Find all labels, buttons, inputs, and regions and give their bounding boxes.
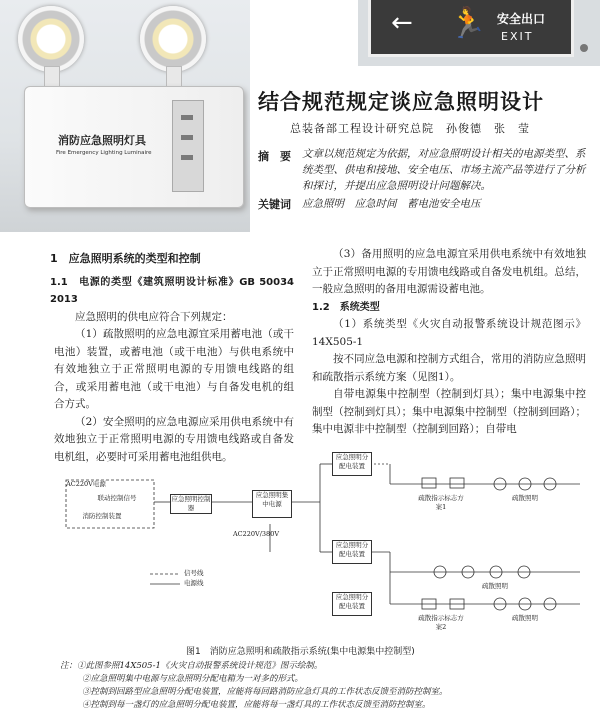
fire-control-device: 消防控制装置 [82,512,122,520]
paragraph: （2）安全照明的应急电源应采用供电系统中有效地独立于正常照明电源的专用馈电线路或自备发电机组，必要时可采用蓄电池组供电。 [54,415,294,463]
note-3: ③控制到回路型应急照明分配电装置，应能将每回路消防应急灯具的工作状态反馈至消防控制室。 [82,687,448,697]
note-1: 注：①此图参照14X505-1《火灾自动报警系统设计规范》图示绘制。 [60,661,323,671]
paragraph: 应急照明的供电应符合下列规定： [75,310,233,323]
evac-sign-label-2: 疏散指示标志方案2 [418,614,464,631]
lamp-head-right [140,6,206,72]
paragraph: 自带电源集中控制型（控制到灯具）；集中电源集中控制型（控制到灯具）；集中电源集中控制型（控制到回路）；集中电源非中控制型（控制到回路）；自带电 [312,388,586,435]
section-heading-1-1: 1.1 电源的类型《建筑照明设计标准》GB 50034 2013 [50,276,294,305]
distribution-box-2: 应急照明分配电装置 [332,540,372,564]
authors: 总装备部工程设计研究总院 孙俊德 张 莹 [290,122,530,135]
note-2: ②应急照明集中电源与应急照明分配电箱为一对多的形式。 [82,674,304,684]
running-man-icon: 🏃 [449,6,487,41]
section-heading-1: 1 应急照明系统的类型和控制 [50,252,201,265]
exit-sign-photo [358,0,600,66]
controller-box: 应急照明控制器 [171,495,211,512]
exit-sign-cn: 安全出口 [497,12,546,26]
exit-sign-screw [580,44,588,52]
lamp-head-left [18,6,84,72]
evac-sign-label-1: 疏散指示标志方案1 [418,494,464,511]
central-power-box: 应急照明集中电源 [252,490,292,518]
paragraph: （1）疏散照明的应急电源宜采用蓄电池（或干电池）装置，或蓄电池（或干电池）与供电系统中有效地独立于正常照明电源的专用馈电线路的组合，或采用蓄电池（或干电池）与自备发电机的组合方式。 [54,328,294,410]
ac220-label: AC220V电源 [66,480,106,488]
emergency-light-photo [0,0,250,232]
figure-notes [60,660,580,712]
voltage-label: AC220V/380V [232,530,280,538]
lamp-box-sublabel: Fire Emergency Lighting Luminaire [56,150,152,156]
abstract-text: 文章以规范规定为依据，对应急照明设计相关的电源类型、系统类型、供电和接地、安全电压、市场主流产品等进行了分析和探讨，并提出应急照明设计问题解决。 [302,148,586,192]
legend-signal: 信号线 [184,569,204,577]
left-column [50,250,294,466]
evac-light-label-1: 疏散照明 [512,494,538,502]
right-column [312,246,586,439]
note-4: ④控制到每一盏灯的应急照明分配电装置，应能将每一盏灯具的工作状态反馈至消防控制室。 [82,700,431,710]
paragraph: （1）系统类型《火灾自动报警系统设计规范图示》14X505-1 [312,318,586,348]
paragraph: （3）备用照明的应急电源宜采用供电系统中有效地独立于正常照明电源的专用馈电线路或自备发电机组。总结，一般应急照明的备用电源需设蓄电池。 [312,248,586,295]
lamp-box-label: 消防应急照明灯具 [58,134,146,147]
evac-light-label-2: 疏散照明 [482,582,508,590]
linkage-signal-label: 联动控制信号 [97,494,137,502]
section-heading-1-2: 1.2 系统类型 [312,301,380,313]
abstract-label: 摘 要 [258,150,291,163]
exit-sign-en: EXIT [501,30,534,43]
distribution-box-3: 应急照明分配电装置 [332,592,372,616]
lamp-indicator-panel [172,100,204,192]
paragraph: 按不同应急电源和控制方式组合，常用的消防应急照明和疏散指示系统方案（见图1）。 [312,353,586,383]
page-title: 结合规范规定谈应急照明设计 [258,90,544,114]
system-diagram [20,444,590,640]
exit-sign-face [368,0,574,57]
distribution-box-1: 应急照明分配电装置 [332,452,372,476]
keywords-label: 关键词 [258,198,291,211]
diagram-lines [20,444,590,640]
figure-caption: 图1 消防应急照明和疏散指示系统(集中电源集中控制型) [186,647,415,657]
legend-power: 电源线 [184,579,204,587]
evac-light-label-3: 疏散照明 [512,614,538,622]
arrow-left-icon: ← [391,8,413,38]
keywords-text: 应急照明 应急时间 蓄电池安全电压 [302,198,481,210]
